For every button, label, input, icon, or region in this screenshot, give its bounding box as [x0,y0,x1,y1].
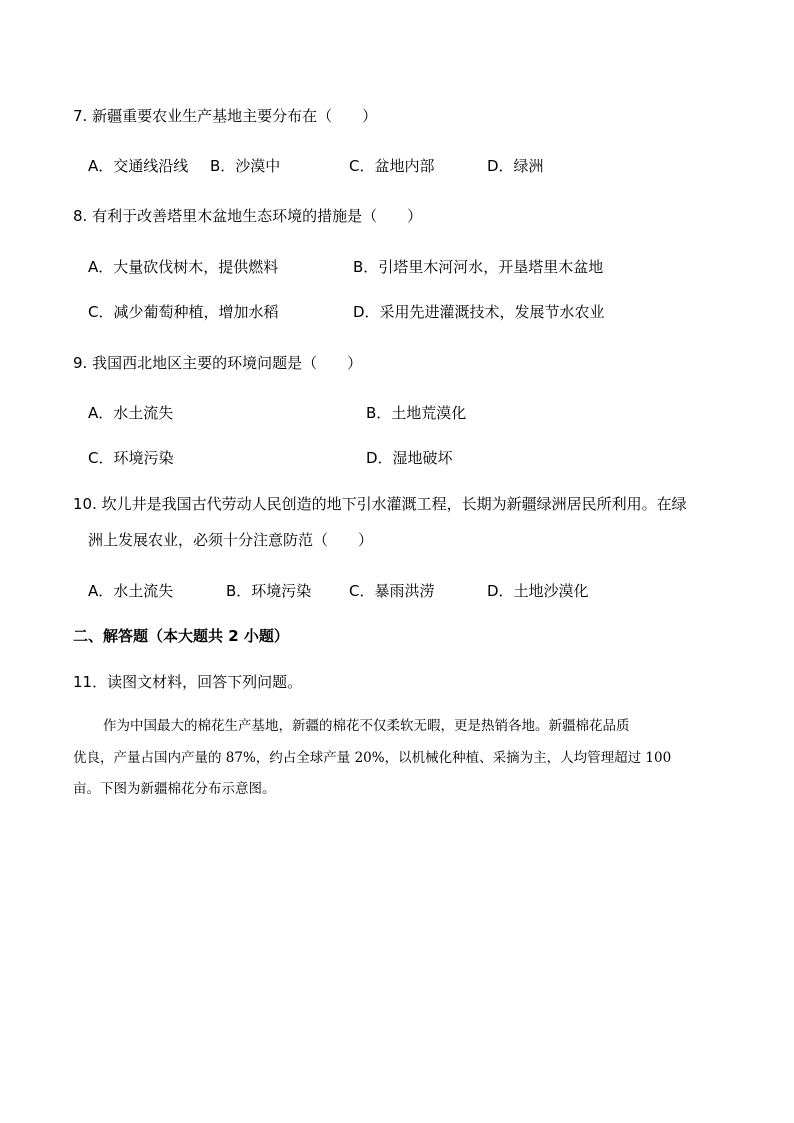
section-2-heading: 二、解答题（本大题共 2 小题） [73,627,289,645]
question-9-option-b: B．土地荒漠化 [366,404,467,422]
question-10-option-b: B．环境污染 [226,582,312,600]
question-9-stem: 9. 我国西北地区主要的环境问题是（ ） [73,354,363,372]
question-11-material-line3: 亩。下图为新疆棉花分布示意图。 [73,781,276,797]
question-11-material-line1: 作为中国最大的棉花生产基地，新疆的棉花不仅柔软无暇，更是热销各地。新疆棉花品质 [103,718,630,734]
question-8-stem: 8. 有利于改善塔里木盆地生态环境的措施是（ ） [73,207,423,225]
question-8-option-d: D．采用先进灌溉技术，发展节水农业 [353,303,605,321]
question-10-stem-line1: 10. 坎儿井是我国古代劳动人民创造的地下引水灌溉工程，长期为新疆绿洲居民所利用。在绿 [73,495,687,513]
question-8-option-a: A．大量砍伐树木，提供燃料 [88,258,279,276]
question-8-option-c: C．减少葡萄种植，增加水稻 [88,303,279,321]
question-7-option-a: A．交通线沿线 [88,157,189,175]
question-7-option-b: B．沙漠中 [210,157,281,175]
question-11-material-line2: 优良，产量占国内产量的 87%，约占全球产量 20%，以机械化种植、采摘为主，人均管理超过 100 [73,750,672,766]
question-9-option-a: A．水土流失 [88,404,174,422]
question-9-option-c: C．环境污染 [88,449,174,467]
question-10-option-a: A．水土流失 [88,582,174,600]
question-8-option-b: B．引塔里木河河水，开垦塔里木盆地 [353,258,604,276]
question-7-option-d: D．绿洲 [487,157,544,175]
question-10-option-d: D．土地沙漠化 [487,582,589,600]
question-7-option-c: C．盆地内部 [349,157,435,175]
question-9-option-d: D．湿地破坏 [366,449,453,467]
question-10-option-c: C．暴雨洪涝 [349,582,435,600]
question-10-stem-line2: 洲上发展农业，必须十分注意防范（ ） [88,531,374,549]
question-7-stem: 7. 新疆重要农业生产基地主要分布在（ ） [73,107,378,125]
question-11-stem: 11．读图文材料，回答下列问题。 [73,673,303,691]
